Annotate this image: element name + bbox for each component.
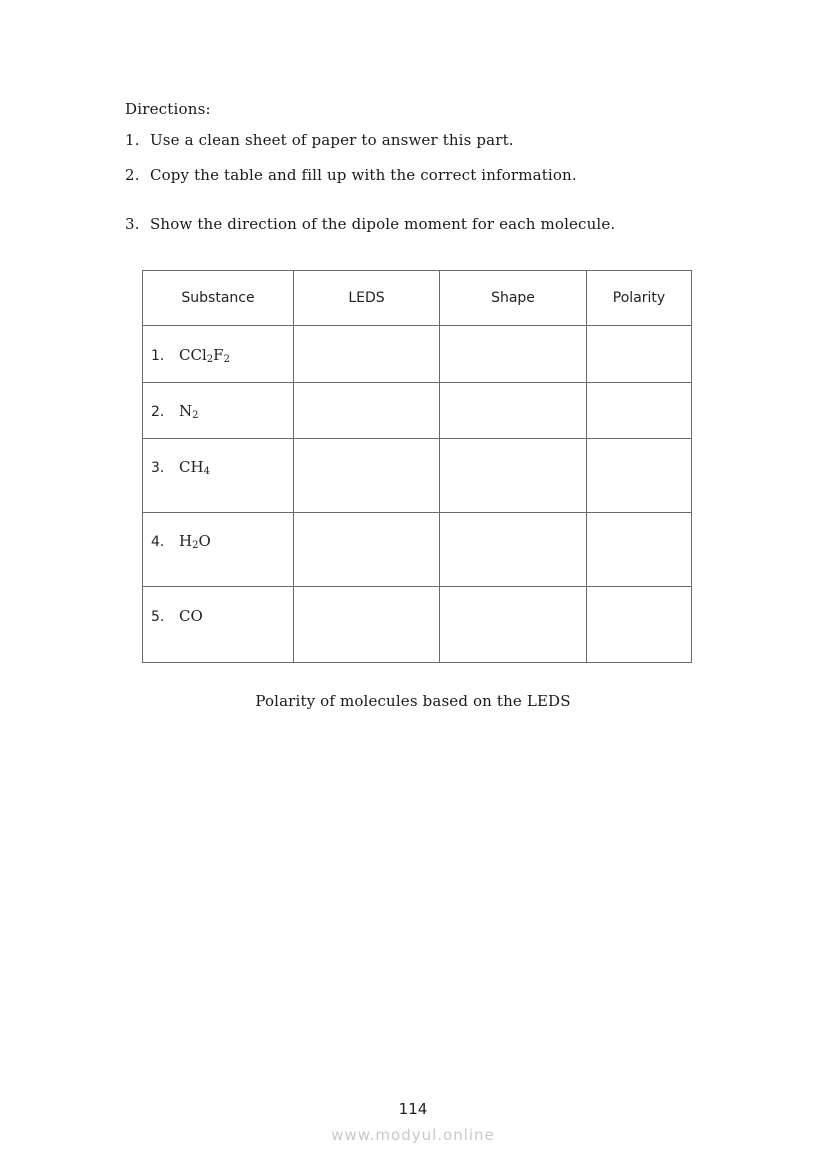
direction-number: 1. bbox=[125, 131, 140, 149]
substance-cell bbox=[143, 587, 294, 663]
row-number: 1. bbox=[151, 348, 165, 364]
direction-text: Copy the table and fill up with the correct information. bbox=[150, 166, 577, 184]
table-row bbox=[143, 383, 692, 439]
polarity-cell bbox=[587, 439, 692, 513]
polarity-cell bbox=[587, 513, 692, 587]
leds-cell bbox=[294, 439, 440, 513]
direction-number: 2. bbox=[125, 166, 140, 184]
header-polarity: Polarity bbox=[587, 271, 692, 326]
direction-text: Show the direction of the dipole moment for each molecule. bbox=[150, 215, 616, 233]
page-number: 114 bbox=[398, 1100, 428, 1118]
header-leds: LEDS bbox=[294, 271, 440, 326]
table-row bbox=[143, 439, 692, 513]
row-number: 5. bbox=[151, 609, 165, 625]
shape-cell bbox=[440, 439, 587, 513]
shape-cell bbox=[440, 383, 587, 439]
formula: $CCl_2F_2$ bbox=[179, 346, 230, 365]
row-number: 4. bbox=[151, 534, 165, 550]
direction-item-1 bbox=[125, 130, 514, 150]
direction-number: 3. bbox=[125, 215, 140, 233]
substance-cell bbox=[143, 326, 294, 383]
header-shape: Shape bbox=[440, 271, 587, 326]
table-row bbox=[143, 326, 692, 383]
table-header-row bbox=[143, 271, 692, 326]
shape-cell bbox=[440, 513, 587, 587]
direction-text: Use a clean sheet of paper to answer this part. bbox=[150, 131, 514, 149]
substance-cell bbox=[143, 383, 294, 439]
formula: $N_2$ bbox=[179, 402, 199, 421]
direction-item-3 bbox=[125, 214, 615, 234]
formula: $H_2O$ bbox=[179, 532, 211, 551]
table-caption: Polarity of molecules based on the LEDS bbox=[255, 692, 571, 710]
direction-item-2 bbox=[125, 165, 577, 185]
leds-table bbox=[142, 270, 692, 663]
shape-cell bbox=[440, 326, 587, 383]
leds-cell bbox=[294, 326, 440, 383]
formula: $CH_4$ bbox=[179, 458, 210, 477]
row-number: 3. bbox=[151, 460, 165, 476]
formula: CO bbox=[179, 607, 203, 625]
substance-cell bbox=[143, 439, 294, 513]
polarity-cell bbox=[587, 383, 692, 439]
shape-cell bbox=[440, 587, 587, 663]
leds-cell bbox=[294, 587, 440, 663]
directions-heading: Directions: bbox=[125, 100, 211, 118]
table-row bbox=[143, 513, 692, 587]
table-row bbox=[143, 587, 692, 663]
header-substance: Substance bbox=[143, 271, 294, 326]
leds-cell bbox=[294, 383, 440, 439]
watermark: www.modyul.online bbox=[331, 1126, 495, 1144]
row-number: 2. bbox=[151, 404, 165, 420]
polarity-cell bbox=[587, 326, 692, 383]
substance-cell bbox=[143, 513, 294, 587]
leds-cell bbox=[294, 513, 440, 587]
polarity-cell bbox=[587, 587, 692, 663]
